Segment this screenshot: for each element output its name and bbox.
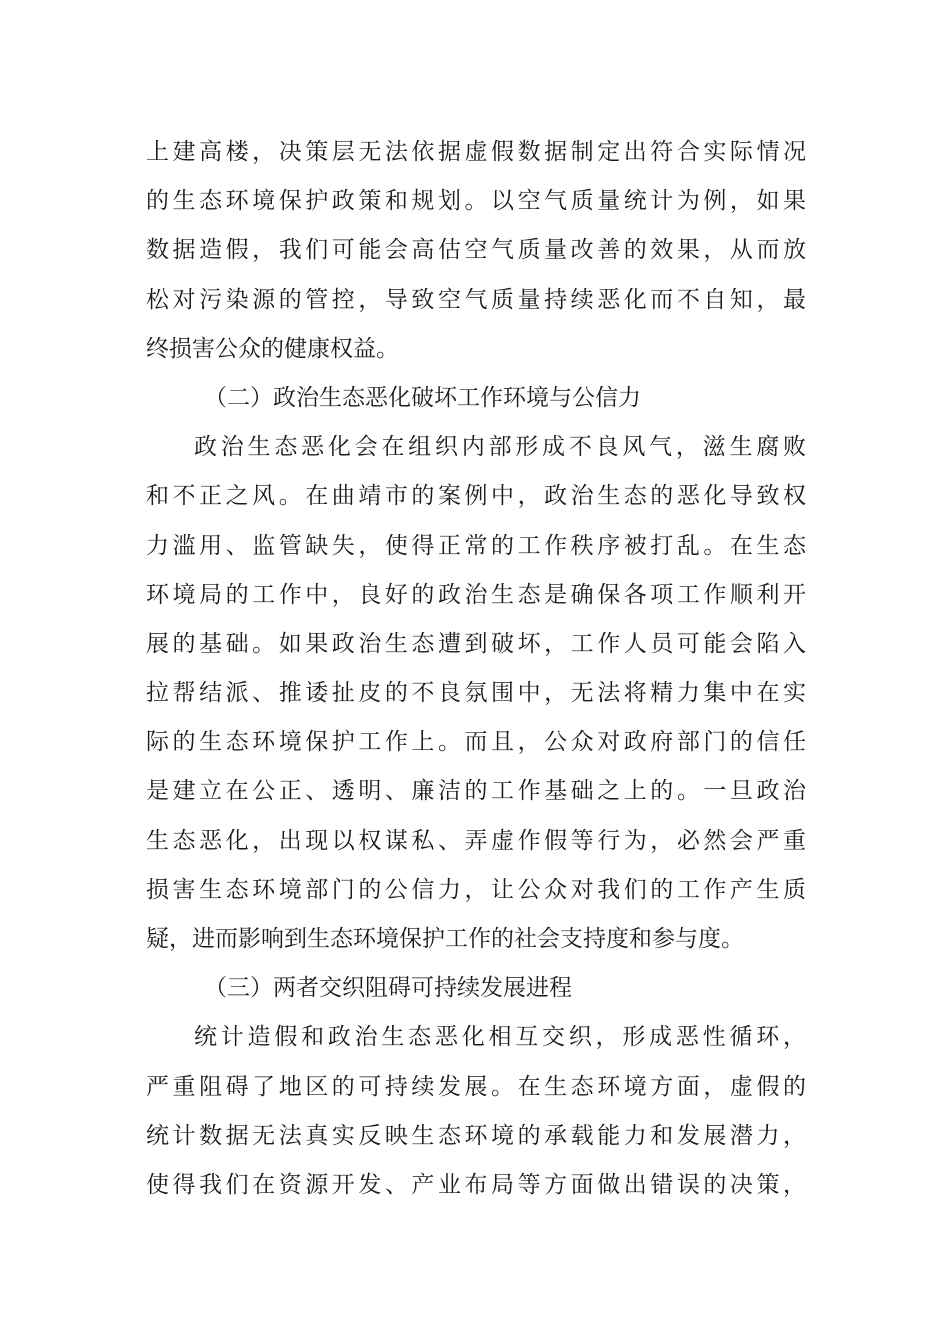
text-line: 力滥用、监管缺失，使得正常的工作秩序被打乱。在生态 [146, 532, 806, 559]
text-line: 疑，进而影响到生态环境保护工作的社会支持度和参与度。 [146, 926, 744, 952]
text-line: 际的生态环境保护工作上。而且，公众对政府部门的信任 [146, 729, 806, 756]
text-line: 使得我们在资源开发、产业布局等方面做出错误的决策， [146, 1171, 806, 1198]
text-line: 数据造假，我们可能会高估空气质量改善的效果，从而放 [146, 237, 806, 264]
text-line: 政治生态恶化会在组织内部形成不良风气，滋生腐败 [194, 434, 806, 461]
text-line: 是建立在公正、透明、廉洁的工作基础之上的。一旦政治 [146, 778, 806, 805]
text-line: 统计数据无法真实反映生态环境的承载能力和发展潜力， [146, 1122, 806, 1149]
text-line: 环境局的工作中，良好的政治生态是确保各项工作顺利开 [146, 581, 806, 608]
section-heading: （三）两者交织阻碍可持续发展进程 [204, 975, 572, 1002]
text-line: 松对污染源的管控，导致空气质量持续恶化而不自知，最 [146, 286, 806, 313]
text-line: 生态恶化，出现以权谋私、弄虚作假等行为，必然会严重 [146, 827, 806, 854]
text-line: 损害生态环境部门的公信力，让公众对我们的工作产生质 [146, 876, 806, 903]
text-line: 和不正之风。在曲靖市的案例中，政治生态的恶化导致权 [146, 483, 806, 510]
text-line: 拉帮结派、推诿扯皮的不良氛围中，无法将精力集中在实 [146, 680, 806, 707]
text-line: 严重阻碍了地区的可持续发展。在生态环境方面，虚假的 [146, 1073, 806, 1100]
body-text [146, 128, 806, 1210]
text-line: 上建高楼，决策层无法依据虚假数据制定出符合实际情况 [146, 139, 806, 165]
text-line: 终损害公众的健康权益。 [146, 335, 399, 362]
text-line: 的生态环境保护政策和规划。以空气质量统计为例，如果 [146, 188, 806, 215]
text-line: 统计造假和政治生态恶化相互交织，形成恶性循环， [194, 1024, 806, 1051]
section-heading: （二）政治生态恶化破坏工作环境与公信力 [204, 384, 641, 411]
text-line: 展的基础。如果政治生态遭到破坏，工作人员可能会陷入 [146, 630, 806, 657]
